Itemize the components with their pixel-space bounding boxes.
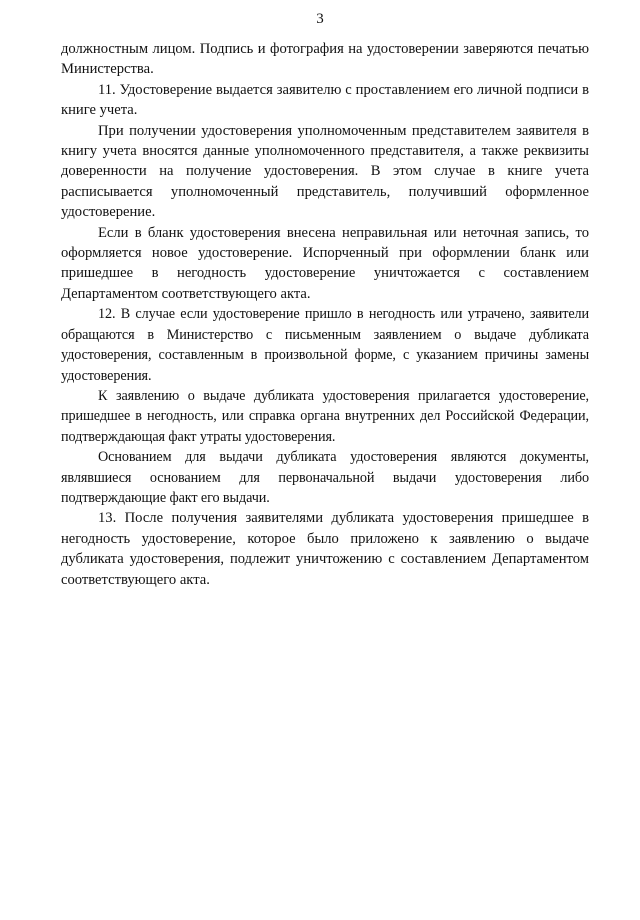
paragraph-representative: При получении удостоверения уполномоченным представителем заявителя в книгу учета вносятся данные уполномоченного представителя, а также реквизиты доверенности на получение удостоверения. В этом случае в книге учета расписывается уполномоченный представитель, получивший оформленное удостоверение. — [61, 122, 589, 221]
document-body — [61, 39, 589, 590]
paragraph-incorrect-entry: Если в бланк удостоверения внесена неправильная или неточная запись, то оформляется новое удостоверение. Испорченный при оформлении бланк или пришедшее в негодность удостоверение уничтожается с составлением Департаментом соответствующего акта. — [61, 224, 589, 302]
paragraph-duplicate-attachment: К заявлению о выдаче дубликата удостоверения прилагается удостоверение, пришедшее в негодность, или справка органа внутренних дел Российской Федерации, подтверждающая факт утраты удостоверения. — [61, 387, 589, 445]
paragraph-item-13: 13. После получения заявителями дубликата удостоверения пришедшее в негодность удостоверение, которое было приложено к заявлению о выдаче дубликата удостоверения, подлежит уничтожению с составлением Департаментом соответствующего акта. — [61, 510, 589, 588]
paragraph-duplicate-basis: Основанием для выдачи дубликата удостоверения являются документы, являвшиеся основанием для первоначальной выдачи удостоверения либо подтверждающие факт его выдачи. — [61, 449, 589, 506]
page-number: 3 — [316, 11, 324, 27]
paragraph-continuation: должностным лицом. Подпись и фотография на удостоверении заверяются печатью Министерства. — [61, 41, 589, 78]
paragraph-item-11: 11. Удостоверение выдается заявителю с проставлением его личной подписи в книге учета. — [61, 81, 589, 119]
paragraph-item-12: 12. В случае если удостоверение пришло в негодность или утрачено, заявители обращаются в Министерство с письменным заявлением о выдаче дубликата удостоверения, составленным в произвольной форме, с указанием причины замены удостоверения. — [61, 306, 589, 384]
